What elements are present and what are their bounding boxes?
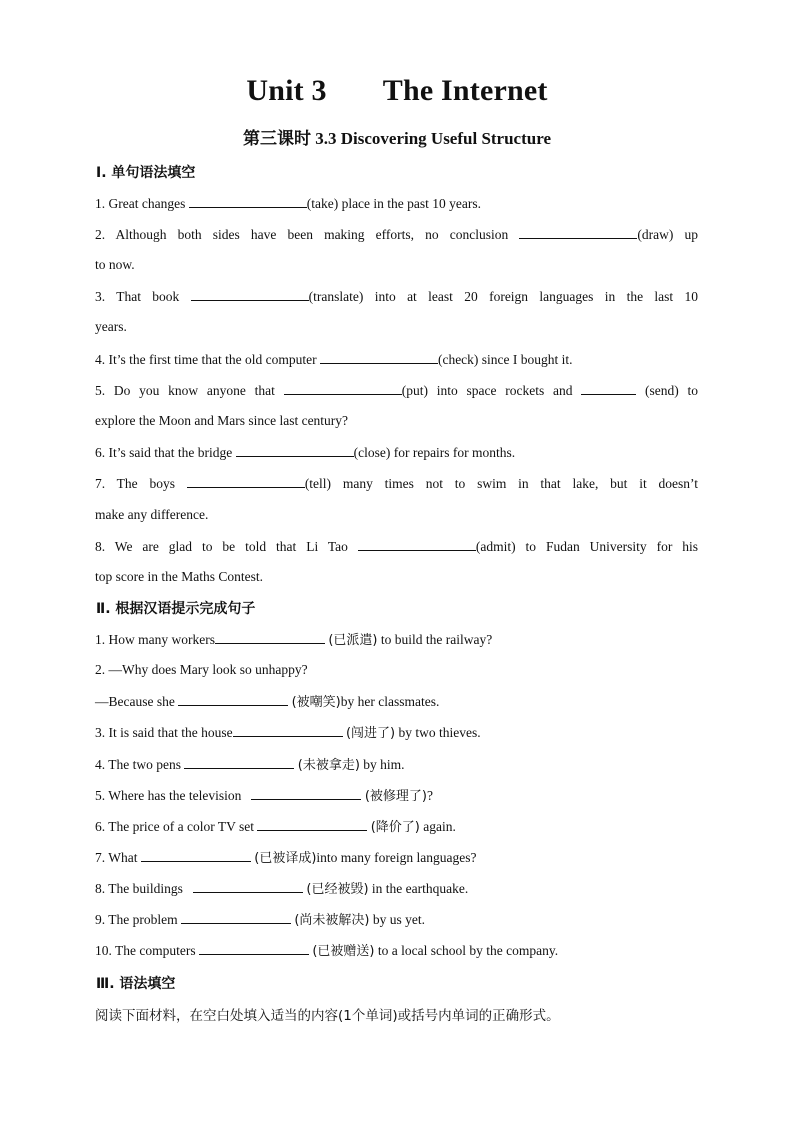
answer-blank[interactable] (178, 692, 288, 706)
title-unit: Unit 3 (246, 74, 327, 107)
s1-item-2-cont: to now. (95, 257, 135, 272)
section-3-heading: Ⅲ. 语法填空 (96, 976, 176, 992)
answer-blank[interactable] (189, 194, 307, 208)
answer-blank[interactable] (193, 879, 303, 893)
s1-item-3-cont: years. (95, 319, 127, 334)
s2-item-2-answer: —Because she (被嘲笑)by her classmates. (95, 694, 440, 710)
s1-item-8-cont: top score in the Maths Contest. (95, 569, 263, 584)
answer-blank[interactable] (236, 443, 354, 457)
answer-blank[interactable] (358, 537, 476, 551)
answer-blank[interactable] (141, 848, 251, 862)
answer-blank[interactable] (187, 474, 305, 488)
answer-blank[interactable] (191, 287, 309, 301)
section-1-heading: Ⅰ. 单句语法填空 (96, 165, 196, 181)
s2-item-3: 3. It is said that the house (闯进了) by two thieves. (95, 725, 481, 741)
answer-blank[interactable] (233, 723, 343, 737)
s2-item-4: 4. The two pens (未被拿走) by him. (95, 757, 405, 773)
s1-item-3: 3. That book (translate) into at least 20 foreign languages in the last 10 (95, 289, 698, 304)
s2-item-1: 1. How many workers (已派遣) to build the railway? (95, 632, 493, 648)
answer-blank[interactable] (199, 941, 309, 955)
s1-item-8: 8. We are glad to be told that Li Tao (admit) to Fudan University for his (95, 539, 699, 554)
s1-item-4: 4. It’s the first time that the old computer (check) since I bought it. (95, 352, 573, 367)
answer-blank[interactable] (257, 817, 367, 831)
s1-item-1: 1. Great changes (take) place in the past 10 years. (95, 196, 482, 211)
s2-item-8: 8. The buildings (已经被毁) in the earthquake. (95, 881, 469, 897)
page-title (0, 74, 794, 108)
s2-item-9: 9. The problem (尚未被解决) by us yet. (95, 912, 426, 928)
title-topic: The Internet (382, 74, 548, 107)
s2-item-6: 6. The price of a color TV set (降价了) again. (95, 819, 456, 835)
page-subtitle: 第三课时 3.3 Discovering Useful Structure (242, 129, 552, 148)
s1-item-7: 7. The boys (tell) many times not to swim in that lake, but it doesn’t (95, 476, 699, 491)
s1-item-6: 6. It’s said that the bridge (close) for repairs for months. (95, 445, 516, 460)
s1-item-2: 2. Although both sides have been making efforts, no conclusion (draw) up (95, 227, 699, 242)
s2-item-7: 7. What (已被译成)into many foreign languages? (95, 850, 477, 866)
s2-item-10: 10. The computers (已被赠送) to a local school by the company. (95, 943, 559, 959)
answer-blank[interactable] (184, 755, 294, 769)
answer-blank[interactable] (215, 630, 325, 644)
s1-item-5: 5. Do you know anyone that (put) into space rockets and (send) to (95, 383, 699, 398)
answer-blank[interactable] (251, 786, 361, 800)
answer-blank[interactable] (320, 350, 438, 364)
s2-item-5: 5. Where has the television (被修理了)? (95, 788, 433, 804)
answer-blank[interactable] (581, 381, 636, 395)
section-2-heading: Ⅱ. 根据汉语提示完成句子 (96, 601, 256, 617)
section-3-instruction: 阅读下面材料，在空白处填入适当的内容(1个单词)或括号内单词的正确形式。 (95, 1008, 560, 1024)
s1-item-5-cont: explore the Moon and Mars since last century? (95, 413, 349, 428)
s2-item-2: 2. —Why does Mary look so unhappy? (95, 662, 308, 677)
answer-blank[interactable] (284, 381, 402, 395)
s1-item-7-cont: make any difference. (95, 507, 209, 522)
answer-blank[interactable] (181, 910, 291, 924)
answer-blank[interactable] (519, 225, 637, 239)
